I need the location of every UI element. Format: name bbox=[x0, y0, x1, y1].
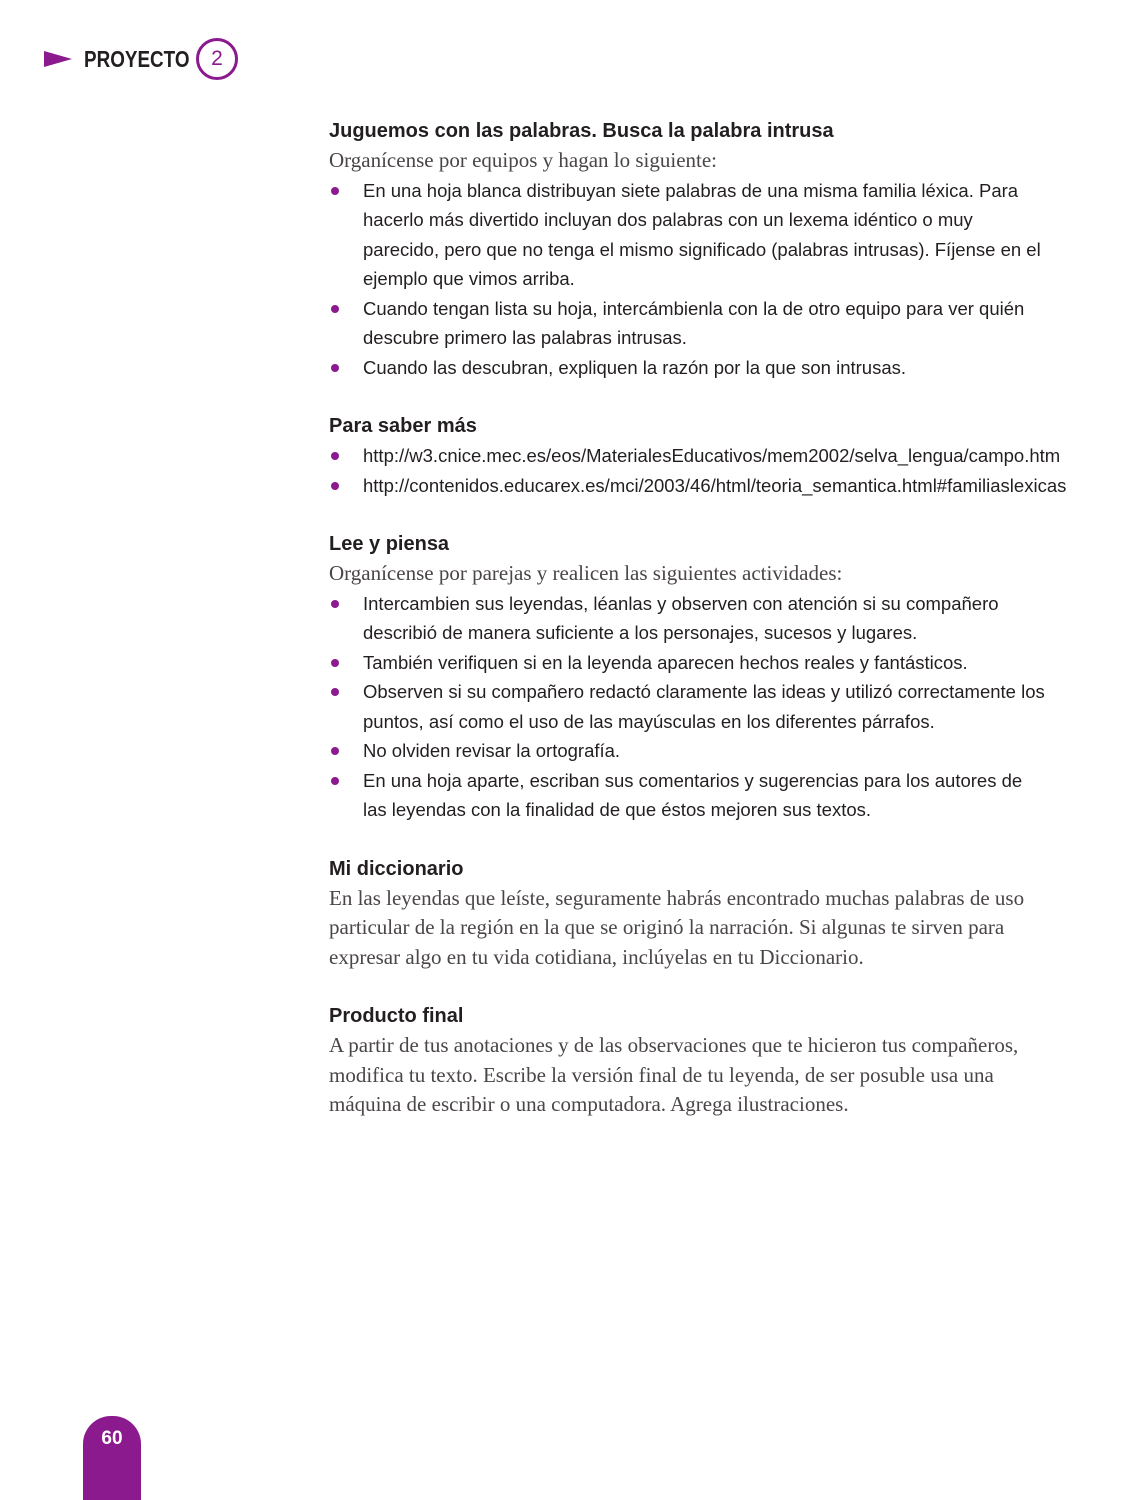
section-intro: Organícense por parejas y realicen las siguientes actividades: bbox=[329, 561, 843, 585]
bullet-icon bbox=[331, 452, 339, 460]
list-item-text: Intercambien sus leyendas, léanlas y observen con atención si su compañero describió de manera suficiente a los personajes, sucesos y lugares. bbox=[363, 592, 999, 643]
list-item bbox=[329, 294, 1049, 353]
section-juguemos bbox=[329, 116, 1049, 382]
section-heading: Juguemos con las palabras. Busca la palabra intrusa bbox=[329, 120, 834, 142]
bullet-icon bbox=[331, 482, 339, 490]
list-item-text: En una hoja aparte, escriban sus comentarios y sugerencias para los autores de las leyendas con la finalidad de que éstos mejoren sus textos. bbox=[363, 769, 1023, 820]
bullet-icon bbox=[331, 777, 339, 785]
bullet-icon bbox=[331, 659, 339, 667]
list-item-text: No olviden revisar la ortografía. bbox=[363, 740, 621, 761]
project-title: PROYECTO bbox=[84, 45, 190, 72]
bullet-icon bbox=[331, 747, 339, 755]
resource-link[interactable]: http://w3.cnice.mec.es/eos/MaterialesEducativos/mem2002/selva_lengua/campo.htm bbox=[363, 445, 1061, 466]
page-number-tab bbox=[83, 1416, 141, 1500]
section-mi-diccionario bbox=[329, 854, 1049, 973]
list-item bbox=[329, 176, 1049, 294]
bullet-list bbox=[329, 176, 1049, 383]
list-item bbox=[329, 353, 1049, 383]
list-item bbox=[329, 766, 1049, 825]
project-number-badge: 2 bbox=[196, 38, 238, 80]
bullet-icon bbox=[331, 600, 339, 608]
bullet-icon bbox=[331, 305, 339, 313]
list-item-text: Cuando las descubran, expliquen la razón por la que son intrusas. bbox=[363, 356, 907, 378]
list-item-text: Observen si su compañero redactó claramente las ideas y utilizó correctamente los puntos, así como el uso de las mayúsculas en los diferentes párrafos. bbox=[363, 681, 1045, 732]
bullet-icon bbox=[331, 364, 339, 372]
page-number: 60 bbox=[101, 1428, 123, 1449]
list-item-text: En una hoja blanca distribuyan siete palabras de una misma familia léxica. Para hacerlo más divertido incluyan dos palabras con un lexema idéntico o muy parecido, pero que no tenga el mismo significado (palabras intrusas). Fíjense en el ejemplo que vimos arriba. bbox=[363, 179, 1041, 289]
bullet-icon bbox=[331, 688, 339, 696]
section-paragraph: En las leyendas que leíste, seguramente habrás encontrado muchas palabras de uso particular de la región en la que se originó la narración. Si algunas te sirven para expresar algo en tu vida cotidiana, inclúyelas en tu Diccionario. bbox=[329, 885, 1025, 969]
list-item bbox=[329, 589, 1049, 648]
section-heading: Lee y piensa bbox=[329, 533, 450, 555]
list-item bbox=[329, 441, 1061, 471]
list-item bbox=[329, 677, 1049, 736]
section-lee-y-piensa bbox=[329, 529, 1049, 825]
arrow-icon bbox=[44, 51, 72, 67]
list-item-text: Cuando tengan lista su hoja, intercámbienla con la de otro equipo para ver quién descubre primero las palabras intrusas. bbox=[363, 297, 1025, 348]
bullet-list bbox=[329, 589, 1049, 825]
section-producto-final bbox=[329, 1001, 1049, 1120]
section-heading: Producto final bbox=[329, 1005, 464, 1027]
section-heading: Para saber más bbox=[329, 415, 477, 437]
list-item bbox=[329, 471, 1067, 501]
section-intro: Organícense por equipos y hagan lo siguiente: bbox=[329, 148, 718, 172]
main-content bbox=[329, 116, 1067, 1149]
list-item bbox=[329, 736, 1049, 766]
link-list bbox=[329, 441, 1067, 500]
section-heading: Mi diccionario bbox=[329, 857, 464, 880]
section-paragraph: A partir de tus anotaciones y de las observaciones que te hicieron tus compañeros, modifica tu texto. Escribe la versión final de tu leyenda, de ser posuble usa una máquina de escribir o una computadora. Agrega ilustraciones. bbox=[329, 1033, 1019, 1116]
project-header bbox=[44, 34, 238, 84]
section-para-saber-mas bbox=[329, 411, 1067, 500]
resource-link[interactable]: http://contenidos.educarex.es/mci/2003/46/html/teoria_semantica.html#familiaslexicas bbox=[363, 474, 1067, 496]
bullet-icon bbox=[331, 187, 339, 195]
list-item-text: También verifiquen si en la leyenda aparecen hechos reales y fantásticos. bbox=[363, 651, 968, 673]
list-item bbox=[329, 648, 1049, 678]
